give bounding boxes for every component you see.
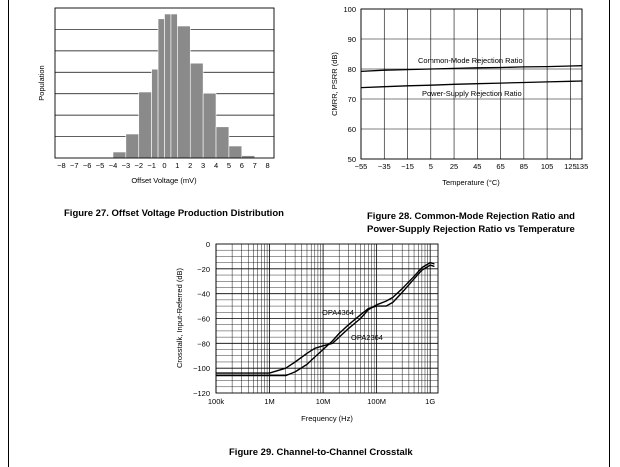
fig29-gridlines: [216, 244, 438, 393]
fig29-series: [216, 263, 434, 376]
fig28-x-tick-label: −35: [377, 162, 391, 171]
fig28-x-tick-label: −15: [401, 162, 414, 171]
fig29-series-label-opa4364: OPA4364: [322, 308, 354, 317]
fig27-x-tick-label: −6: [82, 161, 92, 170]
fig29-series-line: [216, 265, 434, 376]
fig29-x-ticks: [208, 397, 435, 406]
fig29-x-tick-label: 100M: [367, 397, 387, 406]
fig27-x-tick-label: 8: [265, 161, 270, 170]
fig27-x-tick-label: 3: [201, 161, 206, 170]
fig28-y-tick-label: 60: [347, 125, 356, 134]
fig29-x-tick-label: 100k: [207, 397, 225, 406]
fig28-caption-line-2: Power-Supply Rejection Ratio vs Temperature: [367, 224, 575, 235]
fig28-series-label-cmrr: Common-Mode Rejection Ratio: [418, 56, 523, 65]
fig29-y-tick-label: −40: [197, 289, 210, 299]
fig28-x-tick-label: 85: [519, 162, 529, 171]
fig28-x-tick-label: 65: [496, 162, 505, 171]
fig27-x-tick-label: 7: [252, 161, 257, 170]
fig27-y-label: Population: [37, 65, 46, 101]
fig27-x-tick-label: −7: [70, 161, 79, 170]
fig27-x-tick-label: −8: [57, 161, 66, 170]
fig29-x-tick-label: 1G: [425, 397, 436, 406]
fig29-y-tick-label: −120: [193, 389, 210, 398]
fig29-caption: Figure 29. Channel-to-Channel Crosstalk: [229, 447, 413, 458]
fig29-y-tick-label: 0: [205, 240, 210, 249]
fig28-y-tick-label: 70: [347, 95, 356, 104]
fig29-x-tick-label: 10M: [315, 397, 331, 406]
fig29-series-line: [216, 263, 434, 374]
fig28-x-tick-label: 125: [564, 162, 577, 171]
fig28-x-tick-label: 105: [540, 162, 554, 171]
fig29-x-tick-label: 1M: [264, 397, 275, 406]
fig27-x-label: Offset Voltage (mV): [131, 176, 197, 185]
fig27-x-tick-label: −1: [147, 161, 156, 170]
fig28-x-label: Temperature (°C): [442, 178, 500, 187]
fig27-caption: Figure 27. Offset Voltage Production Distribution: [64, 208, 284, 219]
fig27-x-tick-label: 5: [226, 161, 231, 170]
fig27-x-tick-label: 6: [239, 161, 244, 170]
fig28-x-tick-label: 25: [449, 162, 459, 171]
fig28-y-tick-label: 50: [347, 155, 356, 164]
fig29-y-tick-label: −100: [193, 364, 210, 374]
fig27-x-tick-label: 1: [175, 161, 180, 170]
fig29-y-tick-label: −80: [197, 339, 210, 349]
fig27-x-tick-label: 4: [213, 161, 219, 170]
fig27-x-tick-label: −5: [95, 161, 105, 170]
fig29-x-label: Frequency (Hz): [301, 414, 353, 423]
fig29-y-label: Crosstalk, Input-Referred (dB): [175, 267, 184, 369]
fig29-y-tick-label: −60: [197, 314, 210, 324]
fig27-x-tick-label: 2: [188, 161, 193, 170]
fig29-series-label-opa2364: OPA2364: [351, 333, 383, 342]
fig29-y-ticks: [193, 240, 210, 398]
fig27-x-tick-label: −2: [134, 161, 144, 170]
fig27-x-tick-label: 0: [162, 161, 167, 170]
fig27-x-tick-label: −3: [121, 161, 131, 170]
fig28-y-label: CMRR, PSRR (dB): [330, 52, 339, 116]
fig28-x-tick-label: 135: [575, 162, 589, 171]
fig29-y-tick-label: −20: [197, 264, 210, 274]
fig28-x-tick-label: −55: [354, 162, 368, 171]
fig28-y-tick-label: 100: [343, 5, 356, 14]
fig28-caption-line-1: Figure 28. Common-Mode Rejection Ratio and: [367, 211, 575, 222]
fig28-x-tick-label: 45: [473, 162, 482, 171]
fig28-x-tick-label: 5: [428, 162, 433, 171]
fig28-y-tick-label: 90: [347, 35, 356, 44]
fig28-series-label-psrr: Power-Supply Rejection Ratio: [422, 89, 522, 98]
fig27-x-tick-label: −4: [108, 161, 118, 170]
fig28-y-tick-label: 80: [347, 65, 356, 74]
